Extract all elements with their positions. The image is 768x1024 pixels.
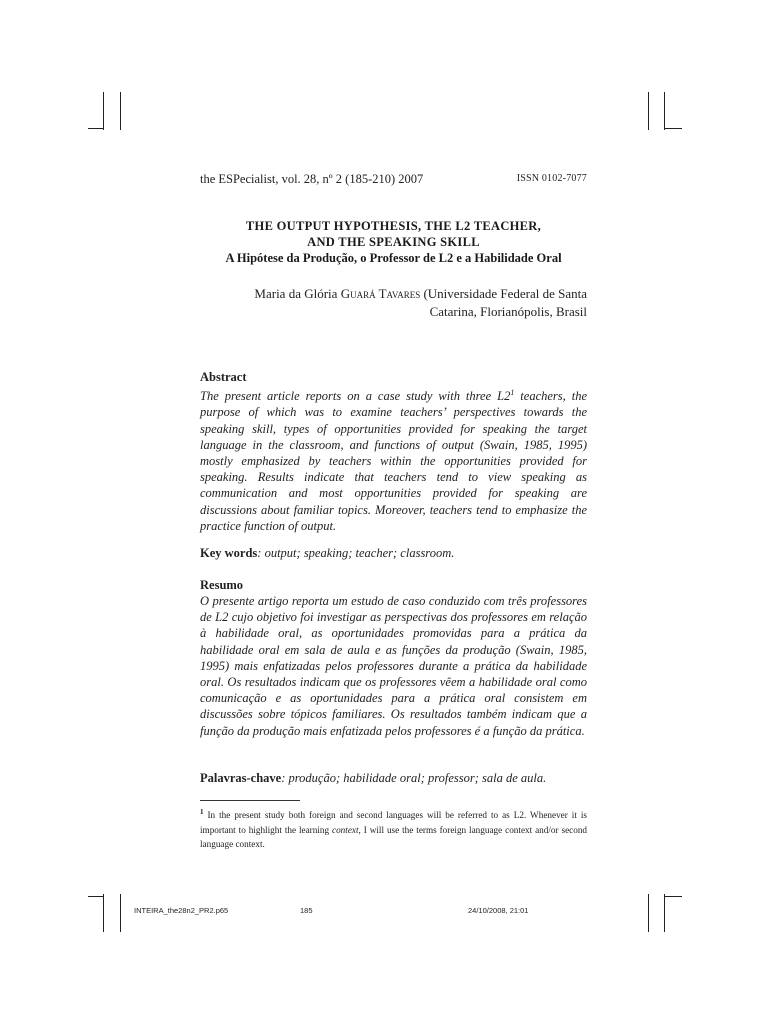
crop-mark (88, 128, 104, 129)
palavras-chave (200, 770, 600, 786)
author-affiliation-1: (Universidade Federal de Santa (420, 286, 587, 301)
journal-header (200, 172, 587, 187)
keywords-value: : output; speaking; teacher; classroom. (257, 546, 455, 560)
abstract-heading: Abstract (200, 370, 247, 384)
footnote-italic: context (332, 824, 359, 835)
resumo-heading: Resumo (200, 578, 244, 592)
resumo-section (200, 577, 587, 739)
slug-date: 24/10/2008, 21:01 (468, 906, 529, 915)
article-title (200, 218, 587, 266)
crop-mark (664, 896, 682, 897)
palavras-chave-value: : produção; habilidade oral; professor; sala de aula. (281, 771, 547, 785)
title-line-2: AND THE SPEAKING SKILL (307, 235, 480, 249)
author-given-name: Maria da Glória (254, 286, 341, 301)
crop-mark (120, 894, 121, 932)
footnote: $^1$ In the present study both foreign and second languages will be referred to as L2. Whenever it is important to highlight the learning context, I will use the terms foreign language context and/or second language context. (200, 808, 588, 850)
issn: ISSN 0102-7077 (516, 173, 587, 184)
crop-mark (648, 894, 649, 932)
crop-mark (88, 896, 104, 897)
palavras-chave-label: Palavras-chave (200, 771, 282, 785)
author-surname: Guará Tavares (340, 286, 421, 301)
abstract-section (200, 369, 587, 534)
crop-mark (664, 894, 665, 932)
keywords (200, 545, 600, 561)
footnote-ref: 1 (510, 388, 515, 397)
crop-mark (103, 92, 104, 130)
slug-page: 185 (300, 906, 313, 915)
crop-mark (103, 894, 104, 932)
abstract-text: The present article reports on a case study with three $L2^1$ teachers, the purpose of which was to examine teachers’ perspectives towards the speaking skill, types of opportunities provided for speaking the target language in the classroom, and functions of output (Swain, 1985, 1995) mostly emphasized by teachers within the opportunities provided for speaking. Results indicate that teachers tend to view speaking as communication and most opportunities provided for speaking are discussions about familiar topics. Moreover, teachers tend to emphasize the practice function of output. (200, 388, 587, 533)
author-affiliation-2: Catarina, Florianópolis, Brasil (429, 304, 587, 319)
slug-filename: INTEIRA_the28n2_PR2.p65 (134, 906, 229, 915)
title-line-1: THE OUTPUT HYPOTHESIS, THE L2 TEACHER, (245, 219, 542, 233)
footnote-rule (200, 800, 300, 801)
crop-mark (664, 128, 682, 129)
footnote-number: 1 (200, 808, 204, 816)
keywords-label: Key words (200, 546, 258, 560)
crop-mark (120, 92, 121, 130)
crop-mark (648, 92, 649, 130)
resumo-text: O presente artigo reporta um estudo de caso conduzido com três professores de L2 cujo objetivo foi investigar as perspectivas dos professores em relação à habilidade oral, as oportunidades promovidas para a prática da habilidade oral em sala de aula e as funções da produção (Swain, 1985, 1995) mais enfatizadas pelos professores durante a prática da habilidade oral. Os resultados indicam que os professores vêem a habilidade oral como comunicação e as oportunidades para a prática oral consistem em discussões sobre tópicos familiares. Os resultados também indicam que a função da produção mais enfatizada pelos professores é a função da prática. (200, 594, 587, 738)
author-block (200, 285, 587, 321)
journal-citation: the ESPecialist, vol. 28, nº 2 (185-210) 2007 (200, 172, 424, 186)
title-portuguese: A Hipótese da Produção, o Professor de L2 e a Habilidade Oral (225, 251, 562, 265)
crop-mark (664, 92, 665, 130)
